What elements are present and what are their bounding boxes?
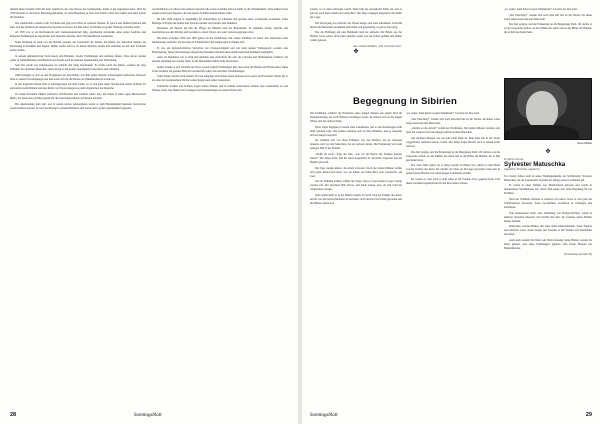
paragraph: Eines Tages begegnet er einem alten Landsmann, den er seit Kindertagen nicht mehr gesehen hatte. Die beiden erkennen sich an ihrer Mundart, und es entspinnt sich ein langes Gespräch. xyxy=(310,125,402,137)
paragraph: Erst viele Jahre später, als er längst wieder zu Hause war, erhielt er einen Brief von der Tochter des Alten. Sie schrieb, ihr Vater sei im Lager gestorben, habe aber in seinen letzten Briefen von einem jungen Landsmann erzählt. xyxy=(406,164,500,176)
paragraph: „Ja, weiter, mein lieber Gespan! Rumänien?“ forschte der Alte nach. xyxy=(406,112,480,115)
author-portrait-image xyxy=(504,78,592,140)
paragraph: In den folgenden Jahren lebte er zurückgezogen auf dem Lande, wo er sich ganz seiner literarischen Arbeit widmete. Es entstanden Gedichtbände und eine Reihe von Übersetzungen aus dem Ungarischen ins Deutsche. xyxy=(10,83,146,91)
paragraph: Als der Frühling kommt, erfährt der Junge, dass er in ein anderes Lager verlegt werden soll. Der Abschied fällt schwer, und beide wissen, dass sie sich wohl nie wiedersehen werden. xyxy=(310,180,402,192)
left-column-2 xyxy=(152,8,288,406)
paragraph: Auch als Redakteur war er tätig und gründete eine Zeitschrift, die sich der Literatur und Heimatkunde widmete. Sie bestand allerdings nur wenige Jahre, da die finanziellen Mittel nicht ausreichten. xyxy=(152,56,288,64)
continuation-note: (Fortsetzung auf Seite 30) xyxy=(564,252,592,256)
paragraph: Auch nach seinem Tod blieb sein Werk lebendig. Seine Bücher werden bis heute gelesen, und seine Erzählungen gehören zum festen Bestand der Heimatliteratur. xyxy=(504,238,592,250)
paragraph: Die Zeit verging, und die Erinnerung an die Begegnung blieb. Oft dachte er an die Gespräche zurück, an die Stimme des Alten und an die Bilder der Heimat, die er ihm geschenkt hatte. xyxy=(406,150,500,162)
paragraph: veröffentlichte er in dieser und anderen Sprachen die ersten Gedichte und trat damit an die Öffentlichkeit. Seine frühen Verse zeigen bereits jene Eigenart, die sein ganzes Schaffen kennzeichnen sollte. xyxy=(152,8,288,16)
paragraph: Im Jahr 1840 begann er regelmäßig für Zeitschriften zu schreiben und gewann einen wachsenden Leserkreis. Seine Beiträge zu Fragen der Kultur und Sprache wurden viel beachtet und diskutiert. xyxy=(152,17,288,25)
paragraph: Sein bekanntestes Werk, eine Sammlung von Dorfgeschichten, wurde in mehrere Sprachen übersetzt und machte ihn über die Grenzen seiner Heimat hinaus bekannt. xyxy=(504,211,592,223)
right-footer xyxy=(586,412,592,418)
journal-name: Sonntagsblatt xyxy=(134,413,162,418)
paragraph: „Der Einschlag!“ wandte sich nach dem Ruf hin an die Wache, die ihnen schon lange zusah und nun näher kam. xyxy=(504,13,592,21)
paragraph: Später wandte er sich verstärkt der Prosa zu und schrieb Erzählungen über das Leben der Bauern und Handwerker. Diese Texte zeichnen ein genaues Bild der Gesellschaft seiner Zeit und ihrer Veränderungen. xyxy=(152,65,288,73)
author-intro: Er spricht von uns: xyxy=(504,157,524,161)
paragraph: Matuschka verband Humor mit einer tiefen Menschlichkeit. Seine Figuren sind einfache Leute, deren Sorgen und Freuden er mit Wärme und Verständnis beschrieb. xyxy=(504,225,592,237)
paragraph: Die Tage werden kürzer, die Arbeit schwerer. Doch die beiden Männer treffen sich jeden Abend und teilen, was sie haben: ein Stück Brot, eine Geschichte, ein Lied. xyxy=(310,166,402,178)
paragraph: Am nächsten Morgen war der Alte nicht mehr da. Man hatte ihn in der Nacht weggebracht, niemand wusste, wohin. Der Junge fragte überall, doch er bekam keine Antwort. xyxy=(406,136,500,148)
paragraph: Ab 1835 war er als Rechtsanwalt und Landesstaatsanwalt tätig, gleichzeitig entstanden seine ersten Gedichte und kleineren Erzählungen in ungarischer und deutscher Sprache, die in Wochenblättern erschienen. xyxy=(10,31,146,39)
author-name: Sylvester Matuschka xyxy=(504,161,566,169)
right-column-2 xyxy=(406,112,500,406)
article-heading-area xyxy=(310,92,500,112)
paragraph: Die Erzählung schildert die Erlebnisse eines jungen Mannes aus einem Dorf im Karpatenbecken, der nach Sibirien verschleppt wurde. Er erinnert sich an die langen Winter und die endlose Weite. xyxy=(310,112,402,124)
paragraph: 1848 beteiligte er sich an den Ereignissen der Revolution, was ihm später manche Schwierigkeit einbrachte. Dennoch blieb er seinen Überzeugungen treu und setzte sich für die Rechte der Minderheiten im Lande ein. xyxy=(10,73,146,81)
paragraph: Besonders am Herzen lag ihm die Pflege der Mundart und des Brauchtums. Er sammelte Lieder, Sprüche und Geschichten aus den Dörfern und bewahrte so einen Schatz, der sonst verloren gegangen wäre. xyxy=(152,27,288,35)
paragraph: Nach der Schulzeit arbeitete er zunächst als Lehrer, bevor er sich ganz der Schriftstellerei zuwandte. Seine Geschichten erschienen in Zeitungen und Kalendern. xyxy=(504,198,592,210)
left-footer xyxy=(10,412,16,418)
left-column-1 xyxy=(10,8,146,406)
paragraph: Nur die Hoffnung auf eine Heimkehr hielt sie aufrecht. Die Briefe aus der Heimat waren selten, doch jeder einzelne wurde wie ein Schatz gehütet und immer wieder gelesen. xyxy=(310,31,402,43)
page-number: 29 xyxy=(585,412,592,418)
source-attribution: Aus: Johann Weidlein, „Der verlorene Sohn“ xyxy=(353,44,402,48)
paragraph: Vor vierzig Jahren starb in seiner Heimatgemeinde der Schriftsteller Sylvester Matuschka, der als bedeutender Chronist des Alltags seiner Landsleute gilt. xyxy=(504,174,592,182)
paragraph: Gefahr, wo er dann stationiert wurde. Dann fuhr die europäische Kälte ein, und es gab nur noch harte Arbeit und wenig Brot. Die Tage vergingen langsam in der Ödnis der Lager. xyxy=(310,8,402,20)
paragraph: Er war ein leidenschaftlicher Verfechter der Zweisprachigkeit und sah darin keinen Widerspruch, sondern eine Bereicherung. Seine Übersetzungen ungarischer Klassiker machten diese einem deutschen Publikum zugänglich. xyxy=(152,46,288,54)
page-number: 28 xyxy=(10,412,17,418)
paragraph: „Der Einschlag!“ wandte sich nach dem Ruf hin an die Wache, die ihnen schon lange zusah und nun näher kam. xyxy=(406,117,500,125)
paragraph: Die Versorgung war schlecht, das Wasser knapp, und viele erkrankten. Trotzdem hielten die Menschen zusammen und halfen sich gegenseitig, so gut es eben ging. xyxy=(310,21,402,29)
right-page xyxy=(302,0,600,424)
paragraph: Er wurde in einer Familie von Handwerkern geboren und wuchs in bescheidenen Verhältnissen auf. Schon früh zeigte sich seine Begabung für das Erzählen. xyxy=(504,184,592,196)
ornament-icon: ✤ xyxy=(353,48,359,55)
right-column-1-bottom xyxy=(310,112,402,406)
paragraph: Sein Stil wurde von Zeitgenossen als schlicht und innig beschrieben. Er suchte nicht das Pathos, sondern die leise Wahrheit der einfachen Menschen, deren Alltag er mit großer Genauigkeit beobachtete und schilderte. xyxy=(10,64,146,72)
ornament-icon: ✤ xyxy=(545,148,551,155)
paragraph: Seine Werke wurden nach seinem Tod neu aufgelegt und fanden erneut Interesse bei Lesern und Forschern. Heute gilt er als einer der bedeutendsten Dichter seiner Region und seiner Generation. xyxy=(152,75,288,83)
paragraph: Da wusste er, dass auch er dem Alten in der Fremde Trost gegeben hatte. Und dieser Gedanke begleitete ihn für den Rest seines Lebens. xyxy=(406,177,500,185)
journal-name: Sonntagsblatt xyxy=(310,413,338,418)
paragraph: Seine Dichtung ist stark von der Heimat geprägt: die Landschaft der Donau, die Dörfer der deutschen Siedler, die Erinnerung an Kindheit und Jugend. Immer wieder kehrt er zu diesen Motiven zurück und verbindet sie mit dem Schicksal seines Volkes. xyxy=(10,40,146,52)
paragraph: Zu seinen Freunden zählten zahlreiche Schriftsteller und Gelehrte seiner Zeit, mit denen er einen regen Briefwechsel führte, der heute eine wichtige Quelle für die Literaturgeschichte der Region darstellt. xyxy=(10,93,146,101)
photo-caption: Ilona Zimmer xyxy=(577,142,592,145)
paragraph: Die Anerkennung kam spät: erst in seinen letzten Lebensjahren wurde er zum Ehrenmitglied mehrerer literarischer Gesellschaften ernannt. Er starb hochbetagt in seinem Heimatort und wurde unter großer Anteilnahme beigesetzt. xyxy=(10,102,146,110)
paragraph: Jahre später kehrt er in die Heimat zurück. Er sucht nach der Familie des Alten, um ihr von den letzten Monaten zu berichten, doch das Dorf ist fremd geworden und die Häuser stehen leer. xyxy=(310,193,402,205)
right-column-2-top xyxy=(406,8,500,92)
paragraph xyxy=(406,8,500,12)
paragraph: Die Jahre zwischen 1850 und 1870 gelten als die fruchtbarste Zeit seines Schaffens. In dieser Zeit entstanden seine bekanntesten Gedichte, die bis heute in Schulbüchern und Anthologien zu finden sind. xyxy=(152,36,288,44)
article-heading: Begegnung in Sibirien xyxy=(353,96,457,107)
paragraph: Die Zeit verging, und die Erinnerung an die Begegnung blieb. Oft dachte er an die Gespräche zurück, an die Stimme des Alten und an die Bilder der Heimat, die er ihm geschenkt hatte. xyxy=(504,23,592,35)
paragraph: In seinem umfangreichen Werk lassen sich Balladen, Lieder, Erzählungen und Aufsätze finden. Viele davon wurden später in Sammelbänden veröffentlicht und fanden auch im Ausland Anerkennung und Verbreitung. xyxy=(10,54,146,62)
paragraph: „Zurück an die Arbeit!“ befahl der Wachmann. Die beiden Männer trennten sich ohne ein weiteres Wort und gingen zurück zu ihren Baracken. xyxy=(406,127,500,135)
left-footer-journal xyxy=(134,412,162,418)
paragraph: „Ja, weiter, mein lieber Gespan! Rumänien?“ forschte der Alte nach. xyxy=(504,8,578,11)
author-note: (eigentlich: Fernreiter, ungarisch) xyxy=(504,168,540,172)
paragraph: deshalb ihren Schaum 1816 mit nach Gepfeld in die erste Klasse des Gymnasiums, damit er gut ungesäuert lerne. 1816 bis 1818 besuchte er das Pester Piaristengymnasium, wo seine Begabung in Wort und Schrift schon bald auffiel und seine Lehrer ihn förderten. xyxy=(10,8,146,20)
paragraph: Die Lateinschule verließ er mit 16 Jahren und ging nach Ofen zu weiteren Studien. Er sprach nun fließend Deutsch und hatte sich die Kenntnis der ungarischen Sprache erworben, die ihm später als Dichter zu großer Wirkung verhelfen sollte. xyxy=(10,21,146,29)
left-page xyxy=(0,0,298,424)
paragraph: „Weißt du noch“, fragt der Alte, „wie wir im Herbst die Trauben gelesen haben?“ Der Junge nickt, und für einen Augenblick ist die Kälte vergessen und die Heimat ganz nah. xyxy=(310,152,402,164)
paragraph: Sie erzählen sich von ihren Familien, von den Dörfern, die sie verlassen mussten, und von den Menschen, die sie verloren haben. Die Erinnerung wird zum einzigen Halt in der Fremde. xyxy=(310,139,402,151)
paragraph: Zahlreiche Straßen und Schulen tragen seinen Namen, und in seinem Geburtshaus erinnert eine Gedenktafel an sein Wirken. Jedes Jahr finden dort Lesungen und Veranstaltungen zu seinen Ehren statt. xyxy=(152,85,288,93)
right-column-3 xyxy=(504,8,592,406)
right-footer-journal xyxy=(310,412,338,418)
